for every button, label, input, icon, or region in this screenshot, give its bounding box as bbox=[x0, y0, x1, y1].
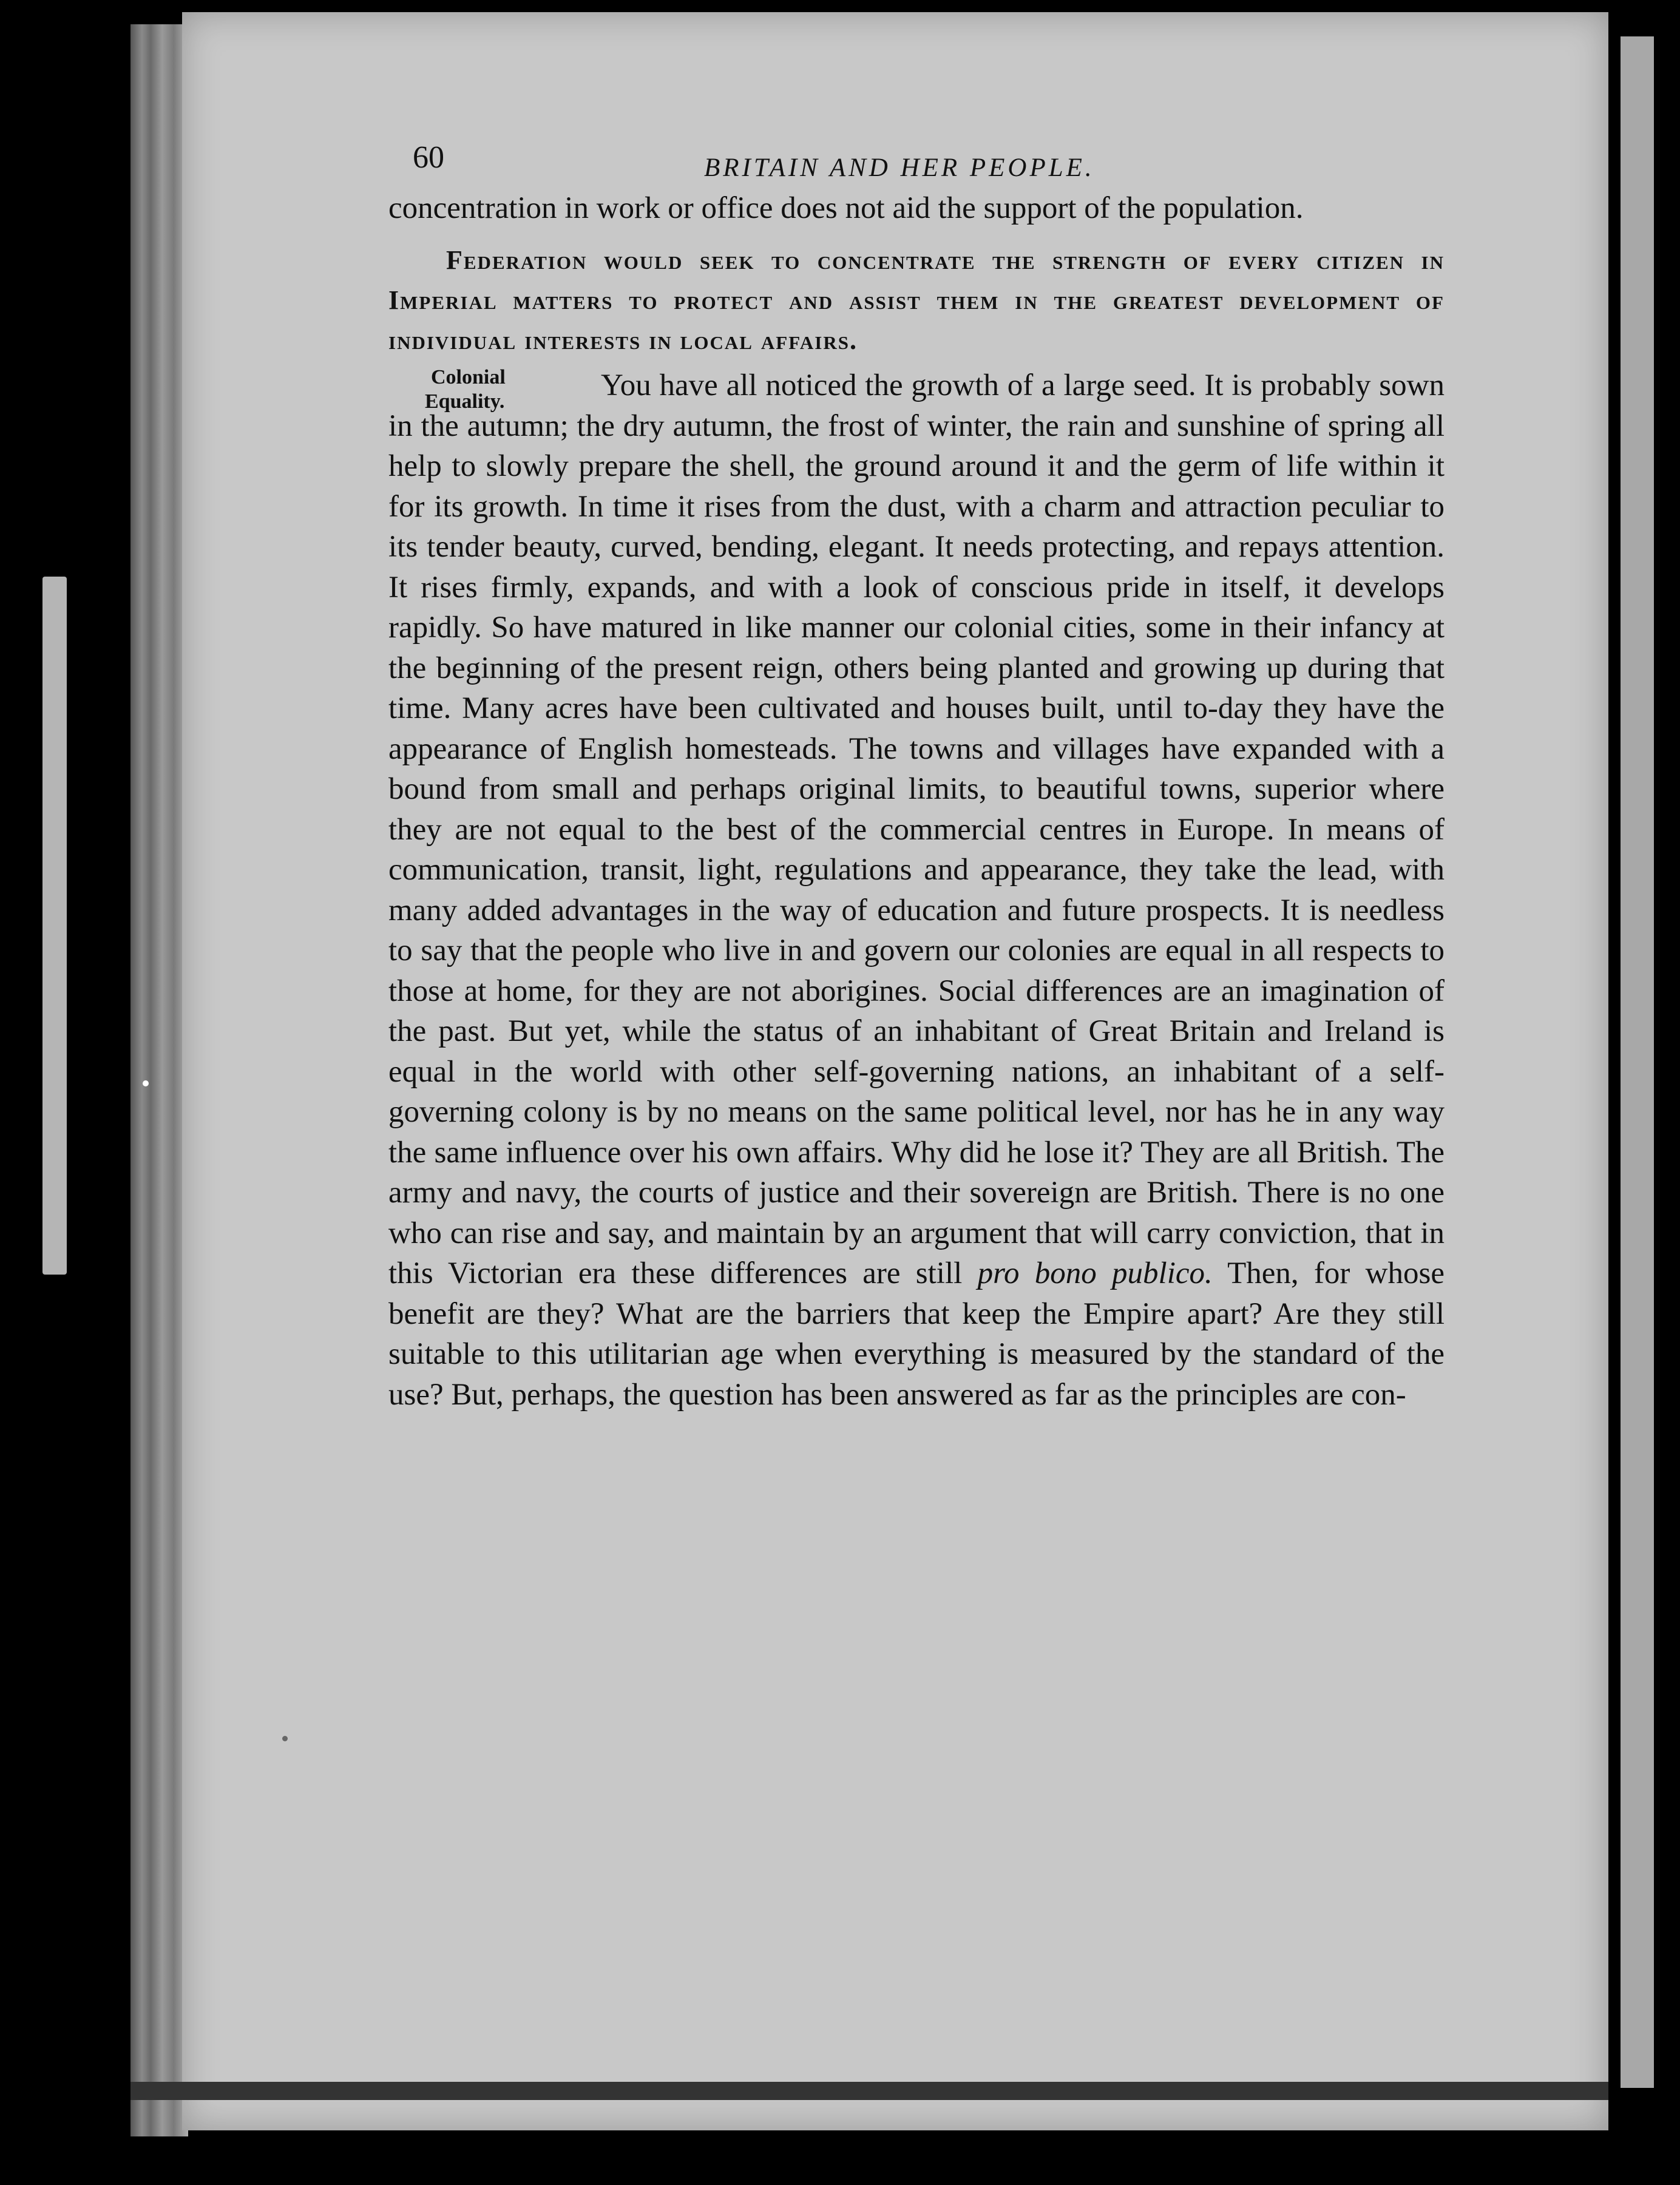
body-paragraph bbox=[388, 365, 1445, 1415]
scan-speck bbox=[282, 1736, 288, 1741]
running-head: BRITAIN AND HER PEOPLE. bbox=[704, 154, 1095, 182]
scan-speck bbox=[143, 1080, 149, 1086]
next-page-sliver bbox=[1621, 36, 1654, 2088]
emphasis-paragraph: Federation would seek to concentrate the strength of every citizen in Imperial matters to protect and assist them in the greatest development of individual interests in local affairs. bbox=[388, 245, 1445, 355]
margin-note bbox=[425, 365, 506, 414]
margin-note-line: Colonial bbox=[431, 366, 506, 388]
margin-note-line: Equality. bbox=[425, 390, 505, 413]
continuation-paragraph: concentration in work or office does not aid the support of the population. bbox=[388, 191, 1304, 225]
page-bottom-edge bbox=[130, 2082, 1608, 2100]
body-text-end: Then, for whose benefit are they? What are the barriers that keep the Empire apart? Are they still suitable to this utilitarian age when everything is measured by the standard of the use? But, perhaps, the question has been answered as far as the principles are con- bbox=[388, 1256, 1445, 1412]
page-text bbox=[388, 140, 1445, 1415]
body-text: You have all noticed the growth of a large seed. It is probably sown in the autumn; the dry autumn, the frost of winter, the rain and sunshine of spring all help to slowly prepare the shell, the ground around it and the germ of life within it for its growth. In time it rises from the dust, with a charm and attraction peculiar to its tender beauty, curved, bending, elegant. It needs protecting, and repays attention. It rises firmly, expands, and with a look of conscious pride in itself, it develops rapidly. So have matured in like manner our colonial cities, some in their infancy at the beginning of the present reign, others being planted and growing up during that time. Many acres have been cultivated and houses built, until to-day they have the appearance of English homesteads. The towns and villages have expanded with a bound from small and perhaps original limits, to beautiful towns, superior where they are not equal to the best of the commercial centres in Europe. In means of communication, transit, light, regulations and appearance, they take the lead, with many added advantages in the way of education and future prospects. It is needless to say that the people who live in and govern our colonies are equal in all respects to those at home, for they are not aborigines. Social differences are an imagination of the past. But yet, while the status of an inhabitant of Great Britain and Ireland is equal in the world with other self-governing nations, an inhabitant of a self-governing colony is by no means on the same political level, nor has he in any way the same influence over his own affairs. Why did he lose it? They are all British. The army and navy, the courts of justice and their sovereign are British. There is no one who can rise and say, and maintain by an argument that will carry conviction, that in this Victorian era these differences are still bbox=[388, 368, 1445, 1290]
book-page-edges bbox=[130, 24, 188, 2136]
scanner-clip bbox=[42, 577, 67, 1275]
latin-phrase: pro bono publico. bbox=[977, 1256, 1213, 1290]
page-header bbox=[388, 140, 1445, 188]
page-number: 60 bbox=[413, 140, 444, 175]
